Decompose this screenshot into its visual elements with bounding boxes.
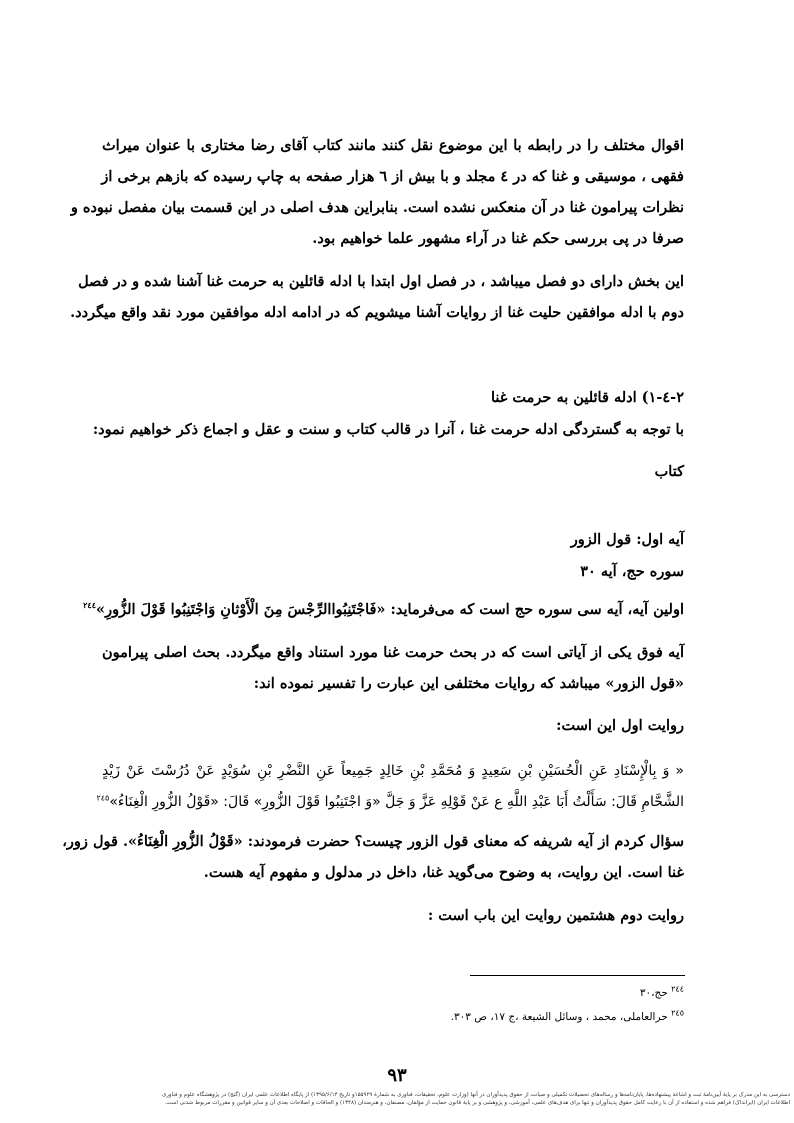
narration-title-text: روایت اول این است: [556,717,684,734]
text-line [83,594,684,625]
hadith-line: « وَ بِالْإِسْنَادِ عَنِ الْحُسَيْنِ بْنِ سَعِيدٍ وَ مُحَمَّدِ بْنِ خَالِدٍ جَمِيعاً عَنِ النَّضْرِ بْنِ سُوَيْدٍ عَنْ دُرُسْتَ عَنْ زَيْدٍ [102,763,684,779]
text-line: روایت دوم هشتمین روایت این باب است : [427,907,684,924]
subheading-text: کتاب [654,463,684,480]
footnote-number: ٢٤٥ [671,1008,684,1018]
verse-quote-text: اولین آیه، آیه سی سوره حج است که می‌فرماید: «فَاجْتَنِبُواالرِّجْسَ مِنَ الْأَوْثانِ وَاجْتَنِبُوا قَوْلَ الزُّورِ» [96,601,684,618]
text-line: سؤال کردم از آیه شریفه که معنای قول الزور چیست؟ حضرت فرمودند: «قَوْلُ الزُّورِ الْغِنَاءُ». قول زور، [62,833,684,850]
verse-reference [102,556,684,587]
page-number: ٩٣ [387,1065,407,1086]
footnote-text: حج،٣٠ [639,987,668,999]
hadith-line-text: الشَّحَّامِ قَالَ: سَأَلْتُ أَبَا عَبْدِ اللَّهِ ع عَنْ قَوْلِهِ عَزَّ وَ جَلَّ «وَ اجْتَنِبُوا قَوْلَ الزُّورِ» قَالَ: «قَوْلُ الزُّورِ الْغِنَاءُ» [109,794,684,810]
section-heading [102,382,684,413]
footnote-marker: ٢٤٥ [96,793,110,803]
heading-text: ٢-٤-١) ادله قائلین به حرمت غنا [491,389,684,406]
verse-reference-text: سوره حج، آیه ٣٠ [580,563,684,580]
footnote-number: ٢٤٤ [671,984,684,994]
narration-title [102,710,684,741]
footnote [284,1008,684,1026]
intro-paragraph [70,130,684,254]
hadith-quote [96,756,684,818]
hadith-line [96,787,684,818]
text-line: فقهی ، موسیقی و غنا که در ٤ مجلد و با بیش از ٦ هزار صفحه به چاپ رسیده که بازهم برخی از [101,168,684,185]
verse-title-text: آیه اول: قول الزور [570,531,684,548]
copyright-footer [4,1091,790,1107]
subheading [102,456,684,487]
footer-line: اطلاعات ایران (ایرانداک) فراهم شده و استفاده از آن با رعایت کامل حقوق پدیدآوران و تنها برای هدف‌های علمی، آموزشی، و پژوهشی و بر پایهٔ قانون حمایت از مؤلفان، مصنفان، و هنرمندان (۱۳۴۸) و الحاقات و اصلاحات بعدی آن و سایر قوانین و مقررات مربوط شدنی است. [164,1100,790,1106]
text-line: نظرات پیرامون غنا در آن منعکس نشده است. بنابراین هدف اصلی در این قسمت بیان مفصل نبوده و [70,199,684,216]
text-line: غنا است. این روایت، به وضوح می‌گوید غنا، داخل در مدلول و مفهوم آیه هست. [203,864,684,881]
text-line: این بخش دارای دو فصل میباشد ، در فصل اول ابتدا با ادله قائلین به حرمت غنا آشنا شده و در فصل [78,273,684,290]
verse-quote-line [83,594,684,625]
verse-title [102,524,684,555]
heading-intro [92,414,684,445]
text-line: دوم با ادله موافقین حلیت غنا از روایات آشنا میشویم که در ادامه ادله موافقین مورد نقد واقع میگردد. [70,304,684,321]
second-narration [102,900,684,931]
footnote [284,984,684,1002]
text-line: صرفا در پی بررسی حکم غنا در آراء مشهور علما خواهیم بود. [312,230,684,247]
section-overview-paragraph [70,266,684,328]
footnote-text: حرالعاملی، محمد ، وسائل الشیعة ،ج ١٧، ص ٣٠٣. [450,1011,668,1023]
text-line: آیه فوق یکی از آیاتی است که در بحث حرمت غنا مورد استناد واقع میگردد. بحث اصلی پیرامون [102,644,684,661]
text-line: با توجه به گستردگی ادله حرمت غنا ، آنرا در قالب کتاب و سنت و عقل و اجماع ذکر خواهیم نمود: [92,421,684,438]
discussion-paragraph [102,637,684,699]
footnote-separator [470,975,685,976]
translation-paragraph [62,826,684,888]
footer-line: دسترسی به این مدرک بر پایهٔ آیین‌نامهٔ ثبت و اشاعهٔ پیشنهاده‌ها، پایان‌نامه‌ها و رساله‌های تحصیلات تکمیلی و صیانت از حقوق پدیدآوران در آنها (وزارت علوم، تحقیقات، فناوری به شمارهٔ ۱۵۵۹۲۹و تاریخ ۱۳۹۵/۶/۱۴) از پایگاه اطلاعات علمی ایران (گنج) در پژوهشگاه علوم و فناوری [161,1092,790,1098]
text-line: اقوال مختلف را در رابطه با این موضوع نقل کنند مانند کتاب آقای رضا مختاری با عنوان میراث [102,137,684,154]
footnote-marker: ٢٤٤ [83,600,96,611]
text-line: «قول الزور» میباشد که روایات مختلفی این عبارت را تفسیر نموده اند: [253,675,684,692]
